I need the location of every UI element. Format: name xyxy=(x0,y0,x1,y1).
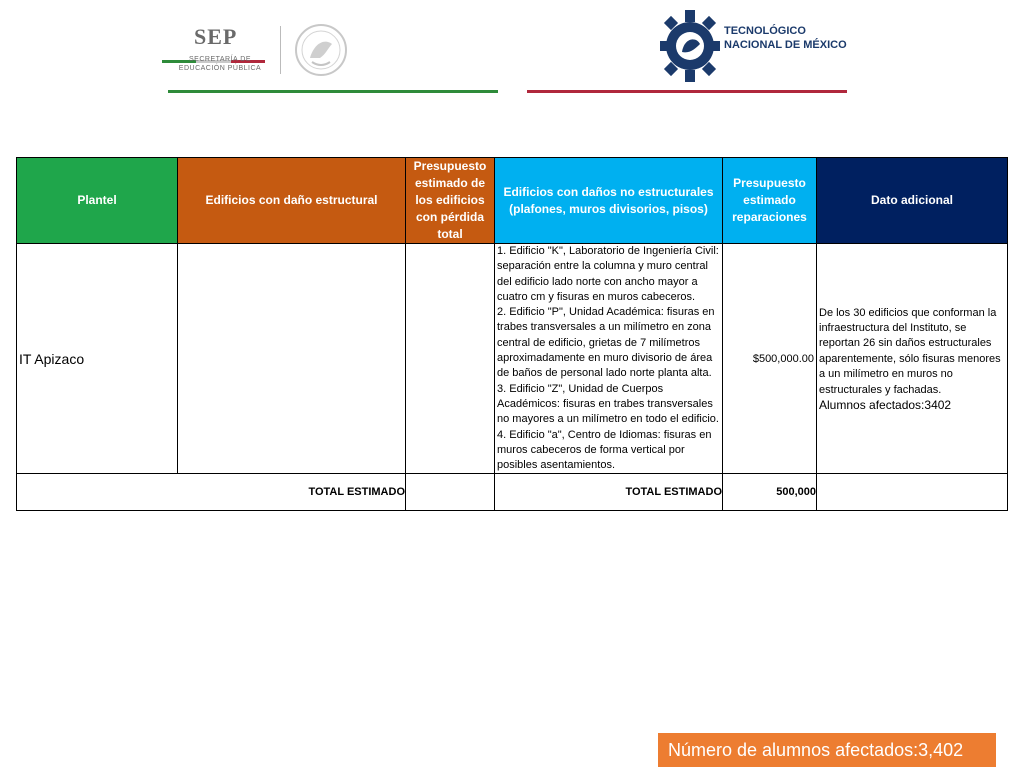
header-plantel: Plantel xyxy=(17,158,178,244)
header-estructural: Edificios con daño estructural xyxy=(178,158,406,244)
sep-subtitle xyxy=(170,55,270,73)
alumnos-afectados-text: Alumnos afectados:3402 xyxy=(819,397,952,412)
total-empty-cell-2 xyxy=(817,474,1008,511)
header-presupuesto-perdida: Presupuesto estimado de los edificios con pérdida total xyxy=(406,158,495,244)
cell-dato-adicional xyxy=(817,244,1008,474)
sep-subtitle-line2: EDUCACIÓN PÚBLICA xyxy=(178,65,262,72)
cell-presupuesto-perdida xyxy=(406,244,495,474)
cell-presupuesto-reparaciones: $500,000.00 xyxy=(723,244,817,474)
table-row xyxy=(17,244,1008,474)
total-label-right: TOTAL ESTIMADO xyxy=(495,474,723,511)
total-empty-cell xyxy=(406,474,495,511)
sep-subtitle-line1: SECRETARÍA DE xyxy=(189,56,251,63)
green-header-line xyxy=(168,90,498,93)
total-row xyxy=(17,474,1008,511)
total-label-left: TOTAL ESTIMADO xyxy=(17,474,406,511)
list-item: 3. Edificio "Z", Unidad de Cuerpos Académicos: fisuras en trabes transversales no mayores a un milímetro en todo el edificio. xyxy=(497,382,719,426)
sep-title: SEP xyxy=(194,24,238,49)
sep-logo xyxy=(162,20,362,80)
tecnm-line1: TECNOLÓGICO xyxy=(724,25,806,37)
total-amount: 500,000 xyxy=(723,474,817,511)
gear-icon xyxy=(660,4,722,88)
tecnm-logo xyxy=(660,4,860,88)
cell-estructural xyxy=(178,244,406,474)
tecnm-text xyxy=(724,24,847,52)
damage-table xyxy=(16,157,1008,511)
list-item: 1. Edificio "K", Laboratorio de Ingeniería Civil: separación entre la columna y muro central del edificio lado norte con ancho mayor a cuatro cm y fisuras en muros cabeceros. xyxy=(497,245,719,303)
header-no-estructurales: Edificios con daños no estructurales (plafones, muros divisorios, pisos) xyxy=(495,158,723,244)
sep-color-bars xyxy=(162,50,266,53)
header-presupuesto-reparaciones: Presupuesto estimado reparaciones xyxy=(723,158,817,244)
table-header-row xyxy=(17,158,1008,244)
cell-no-estructurales xyxy=(495,244,723,474)
sep-divider xyxy=(280,26,281,74)
list-item: 2. Edificio "P", Unidad Académica: fisuras en trabes transversales a un milímetro en zona central de edificio, grietas de 7 milímetros aproximadamente en muro divisorio de área de baños de personal lado norte planta alta. xyxy=(497,306,715,380)
dato-text: De los 30 edificios que conforman la infraestructura del Instituto, se reportan 26 sin daños estructurales aparentemente, sólo fisuras menores a un milímetro en muros no estructurales y fachadas. xyxy=(819,306,1001,396)
mexico-seal-icon xyxy=(290,22,352,78)
tecnm-line2: NACIONAL DE MÉXICO xyxy=(724,39,847,51)
red-header-line xyxy=(527,90,847,93)
affected-students-box: Número de alumnos afectados:3,402 xyxy=(658,733,996,767)
header-dato-adicional: Dato adicional xyxy=(817,158,1008,244)
cell-plantel: IT Apizaco xyxy=(17,244,178,474)
list-item: 4. Edificio "a", Centro de Idiomas: fisuras en muros cabeceros de forma vertical por posibles asentamientos. xyxy=(497,428,712,472)
